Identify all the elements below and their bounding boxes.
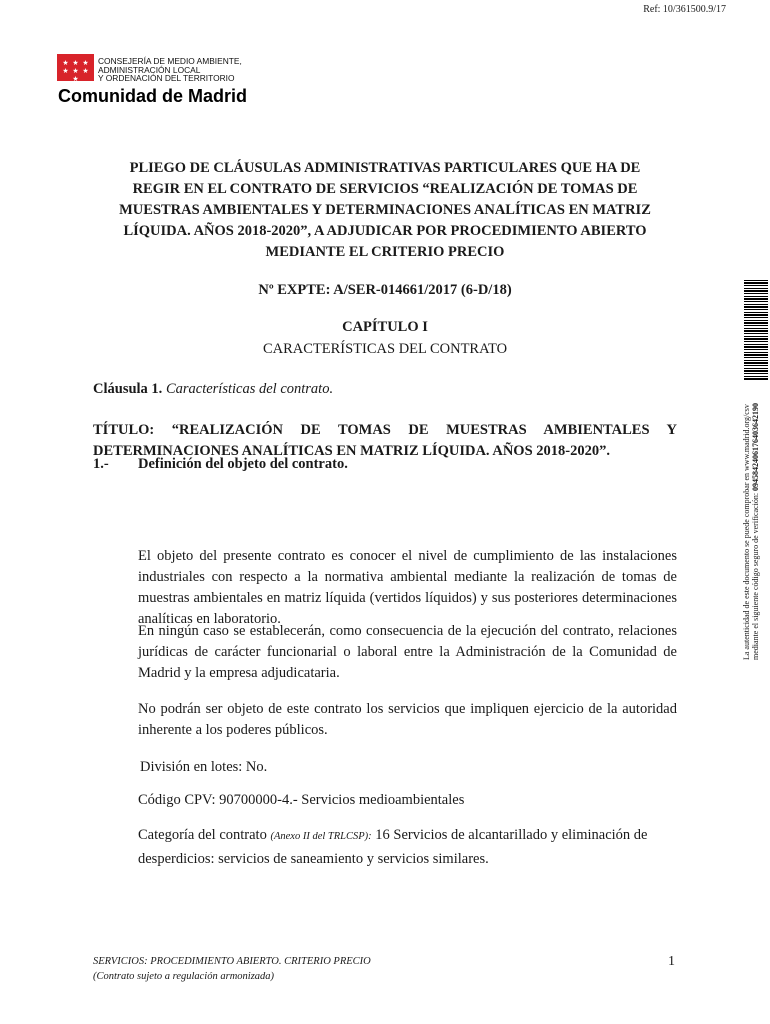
verification-code: 0945842406176403642190 [751, 402, 760, 491]
verification-line: La autenticidad de este documento se puede comprobar en www.madrid.org/csv [742, 404, 751, 660]
document-title [80, 158, 690, 263]
department-line: ADMINISTRACIÓN LOCAL [98, 64, 201, 75]
title-line: MUESTRAS AMBIENTALES Y DETERMINACIONES ANALÍTICAS EN MATRIZ [119, 202, 651, 218]
title-line: PLIEGO DE CLÁUSULAS ADMINISTRATIVAS PARTICULARES QUE HA DE [129, 160, 641, 176]
contract-title-line: DETERMINACIONES ANALÍTICAS EN MATRIZ LÍQUIDA. AÑOS 2018-2020”. [93, 443, 610, 459]
title-line: LÍQUIDA. AÑOS 2018-2020”, A ADJUDICAR POR PROCEDIMIENTO ABIERTO [123, 223, 647, 239]
contract-category [138, 824, 683, 870]
verification-line: mediante el siguiente código seguro de verificación: [751, 490, 760, 660]
page-number: 1 [668, 954, 675, 969]
footer-regulation: (Contrato sujeto a regulación armonizada) [93, 971, 275, 982]
flag-stars-icon: ★ ★ ★ ★ ★ ★ ★ [62, 59, 90, 83]
department-line: CONSEJERÍA DE MEDIO AMBIENTE, [98, 56, 242, 66]
page-footer [93, 954, 371, 984]
paragraph-authority: No podrán ser objeto de este contrato los servicios que impliquen ejercicio de la autoridad inherente a los poderes públicos. [138, 701, 677, 738]
category-prefix: Categoría del contrato [138, 827, 267, 843]
madrid-flag-logo [57, 54, 94, 81]
file-number: Nº EXPTE: A/SER-014661/2017 (6-D/18) [258, 282, 512, 298]
clause-label: Cláusula 1. [93, 381, 163, 397]
title-line: REGIR EN EL CONTRATO DE SERVICIOS “REALIZACIÓN DE TOMAS DE [132, 181, 638, 197]
footer-procedure: SERVICIOS: PROCEDIMIENTO ABIERTO. CRITERIO PRECIO [93, 956, 371, 967]
department-name [98, 57, 242, 83]
category-annex: (Anexo II del TRLCSP): [270, 831, 372, 842]
category-text: 16 Servicios de alcantarillado y eliminación de desperdicios: servicios de saneamiento y servicios similares. [138, 827, 648, 867]
department-line: Y ORDENACIÓN DEL TERRITORIO [98, 73, 235, 84]
title-line: MEDIANTE EL CRITERIO PRECIO [265, 244, 505, 260]
clause-title: Características del contrato. [165, 381, 334, 397]
verification-text [742, 384, 760, 660]
contract-title-line: TÍTULO: “REALIZACIÓN DE TOMAS DE MUESTRAS AMBIENTALES Y [93, 422, 677, 438]
cpv-code: Código CPV: 90700000-4.- Servicios medioambientales [138, 792, 465, 808]
section-title: Definición del objeto del contrato. [138, 456, 348, 472]
paragraph-relations: En ningún caso se establecerán, como consecuencia de la ejecución del contrato, relaciones jurídicas de carácter funcionarial o laboral entre la Administración de la Comunidad de Madrid y la empresa adjudicataria. [138, 623, 677, 681]
clause-heading [93, 381, 333, 398]
chapter-heading: CAPÍTULO I [342, 319, 428, 335]
reference-number: Ref: 10/361500.9/17 [643, 4, 726, 15]
organization-name: Comunidad de Madrid [58, 86, 247, 106]
verification-strip [740, 280, 770, 660]
lots-division: División en lotes: No. [140, 759, 268, 775]
section-number: 1.- [93, 456, 109, 472]
chapter-subtitle: CARACTERÍSTICAS DEL CONTRATO [262, 341, 508, 357]
paragraph-object: El objeto del presente contrato es conocer el nivel de cumplimiento de las instalaciones industriales con respecto a la normativa ambiental mediante la realización de tomas de muestras ambientales en matriz líquida (vertidos líquidos) y sus posteriores determinaciones analíticas en laboratorio. [138, 548, 677, 627]
barcode-icon [744, 280, 768, 380]
